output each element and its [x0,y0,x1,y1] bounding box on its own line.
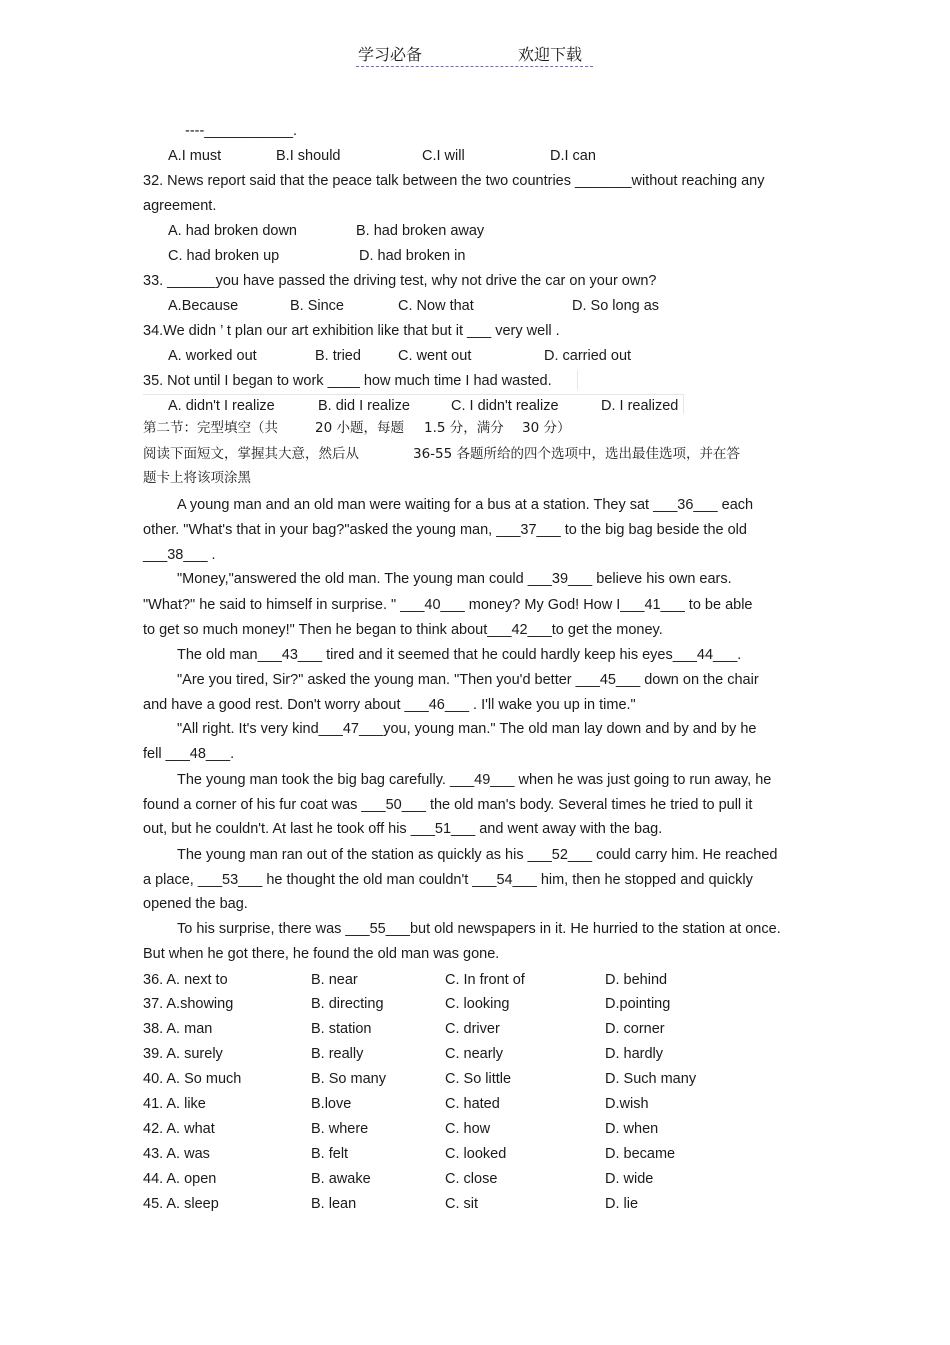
q34-stem: 34.We didn ’ t plan our art exhibition like that but it ___ very well . [143,323,560,339]
table-border [683,394,684,414]
section-title-part3: 1.5 分，满分 [424,420,504,436]
q33-option-d: D. So long as [572,298,660,314]
passage-line: ___38___ . [143,547,216,563]
option-b: B. lean [311,1196,357,1212]
q31-option-c: C.I will [422,148,465,164]
option-c: C. close [445,1171,498,1187]
option-a: 39. A. surely [143,1046,223,1062]
q34-option-a: A. worked out [168,348,257,364]
q35-option-c: C. I didn't realize [451,398,559,414]
passage-line: to get so much money!" Then he began to think about___42___to get the money. [143,622,663,638]
option-d: D. lie [605,1196,639,1212]
option-c: C. nearly [445,1046,504,1062]
option-b: B. directing [311,996,384,1012]
passage-line: fell ___48___. [143,746,235,762]
option-c: C. driver [445,1021,500,1037]
header-left: 学习必备 [358,45,423,64]
q33-option-b: B. Since [290,298,344,314]
q35-option-b: B. did I realize [318,398,410,414]
q32-option-a: A. had broken down [168,223,297,239]
section-title: 第二节：完型填空（共 [143,420,278,436]
option-b: B. So many [311,1071,386,1087]
option-b: B. station [311,1021,372,1037]
q35-stem: 35. Not until I began to work ____ how much time I had wasted. [143,373,552,389]
option-d: D. behind [605,972,668,988]
option-a: 40. A. So much [143,1071,242,1087]
option-d: D. became [605,1146,676,1162]
q31-option-a: A.I must [168,148,222,164]
passage-line: "Money,"answered the old man. The young man could ___39___ believe his own ears. [177,571,732,587]
q35-option-a: A. didn't I realize [168,398,275,414]
q34-option-c: C. went out [398,348,472,364]
section-title-part2: 20 小题，每题 [315,420,404,436]
option-b: B. where [311,1121,369,1137]
passage-line: a place, ___53___ he thought the old man couldn't ___54___ him, then he stopped and quickly [143,872,753,888]
q33-option-c: C. Now that [398,298,474,314]
passage-line: The young man took the big bag carefully. ___49___ when he was just going to run away, he [177,772,772,788]
section-instructions: 阅读下面短文，掌握其大意，然后从 [143,446,359,462]
q32-option-b: B. had broken away [356,223,485,239]
q34-option-d: D. carried out [544,348,632,364]
passage-line: "What?" he said to himself in surprise. " ___40___ money? My God! How I___41___ to be able [143,597,753,613]
option-c: C. looked [445,1146,507,1162]
option-a: 42. A. what [143,1121,215,1137]
passage-line: "All right. It's very kind___47___you, young man." The old man lay down and by and by he [177,721,757,737]
passage-line: The old man___43___ tired and it seemed that he could hardly keep his eyes___44___. [177,647,742,663]
table-border [577,370,578,390]
option-a: 45. A. sleep [143,1196,219,1212]
option-b: B. near [311,972,358,988]
passage-line: out, but he couldn't. At last he took off his ___51___ and went away with the bag. [143,821,663,837]
option-c: C. looking [445,996,510,1012]
passage-line: other. "What's that in your bag?"asked the young man, ___37___ to the big bag beside the old [143,522,747,538]
option-d: D.pointing [605,996,671,1012]
option-b: B. felt [311,1146,349,1162]
q32-stem-cont: agreement. [143,198,217,214]
option-a: 44. A. open [143,1171,217,1187]
option-c: C. In front of [445,972,525,988]
option-d: D. wide [605,1171,654,1187]
option-a: 38. A. man [143,1021,213,1037]
option-b: B. awake [311,1171,371,1187]
q31-option-b: B.I should [276,148,341,164]
section-instructions-part2: 36-55 各题所给的四个选项中，选出最佳选项，并在答 [413,446,741,462]
q33-option-a: A.Because [168,298,239,314]
section-title-part4: 30 分） [522,420,571,436]
option-b: B. really [311,1046,364,1062]
option-c: C. hated [445,1096,500,1112]
option-c: C. So little [445,1071,512,1087]
table-border [143,394,683,395]
q32-stem: 32. News report said that the peace talk between the two countries _______without reaching any [143,173,765,189]
passage-line: To his surprise, there was ___55___but old newspapers in it. He hurried to the station at once. [177,921,781,937]
option-d: D. hardly [605,1046,664,1062]
option-a: 41. A. like [143,1096,206,1112]
option-c: C. sit [445,1196,479,1212]
q32-option-c: C. had broken up [168,248,280,264]
q31-option-d: D.I can [550,148,596,164]
option-a: 36. A. next to [143,972,228,988]
q34-option-b: B. tried [315,348,361,364]
header-right: 欢迎下载 [518,45,583,64]
q31-answer-line: ----___________. [185,123,298,139]
option-d: D. Such many [605,1071,697,1087]
option-a: 43. A. was [143,1146,210,1162]
passage-line: found a corner of his fur coat was ___50___ the old man's body. Several times he tried to pull it [143,797,753,813]
passage-line: opened the bag. [143,896,248,912]
passage-line: A young man and an old man were waiting for a bus at a station. They sat ___36___ each [177,497,754,513]
passage-line: The young man ran out of the station as quickly as his ___52___ could carry him. He reached [177,847,778,863]
option-b: B.love [311,1096,352,1112]
option-d: D.wish [605,1096,649,1112]
q35-option-d: D. I realized [601,398,679,414]
q32-option-d: D. had broken in [359,248,466,264]
section-instructions-part3: 题卡上将该项涂黑 [143,470,251,486]
option-d: D. when [605,1121,659,1137]
passage-line: "Are you tired, Sir?" asked the young man. "Then you'd better ___45___ down on the chair [177,672,759,688]
option-c: C. how [445,1121,491,1137]
q33-stem: 33. ______you have passed the driving test, why not drive the car on your own? [143,273,657,289]
page-header [356,40,593,67]
option-d: D. corner [605,1021,665,1037]
passage-line: and have a good rest. Don't worry about ___46___ . I'll wake you up in time." [143,697,636,713]
passage-line: But when he got there, he found the old man was gone. [143,946,500,962]
option-a: 37. A.showing [143,996,234,1012]
